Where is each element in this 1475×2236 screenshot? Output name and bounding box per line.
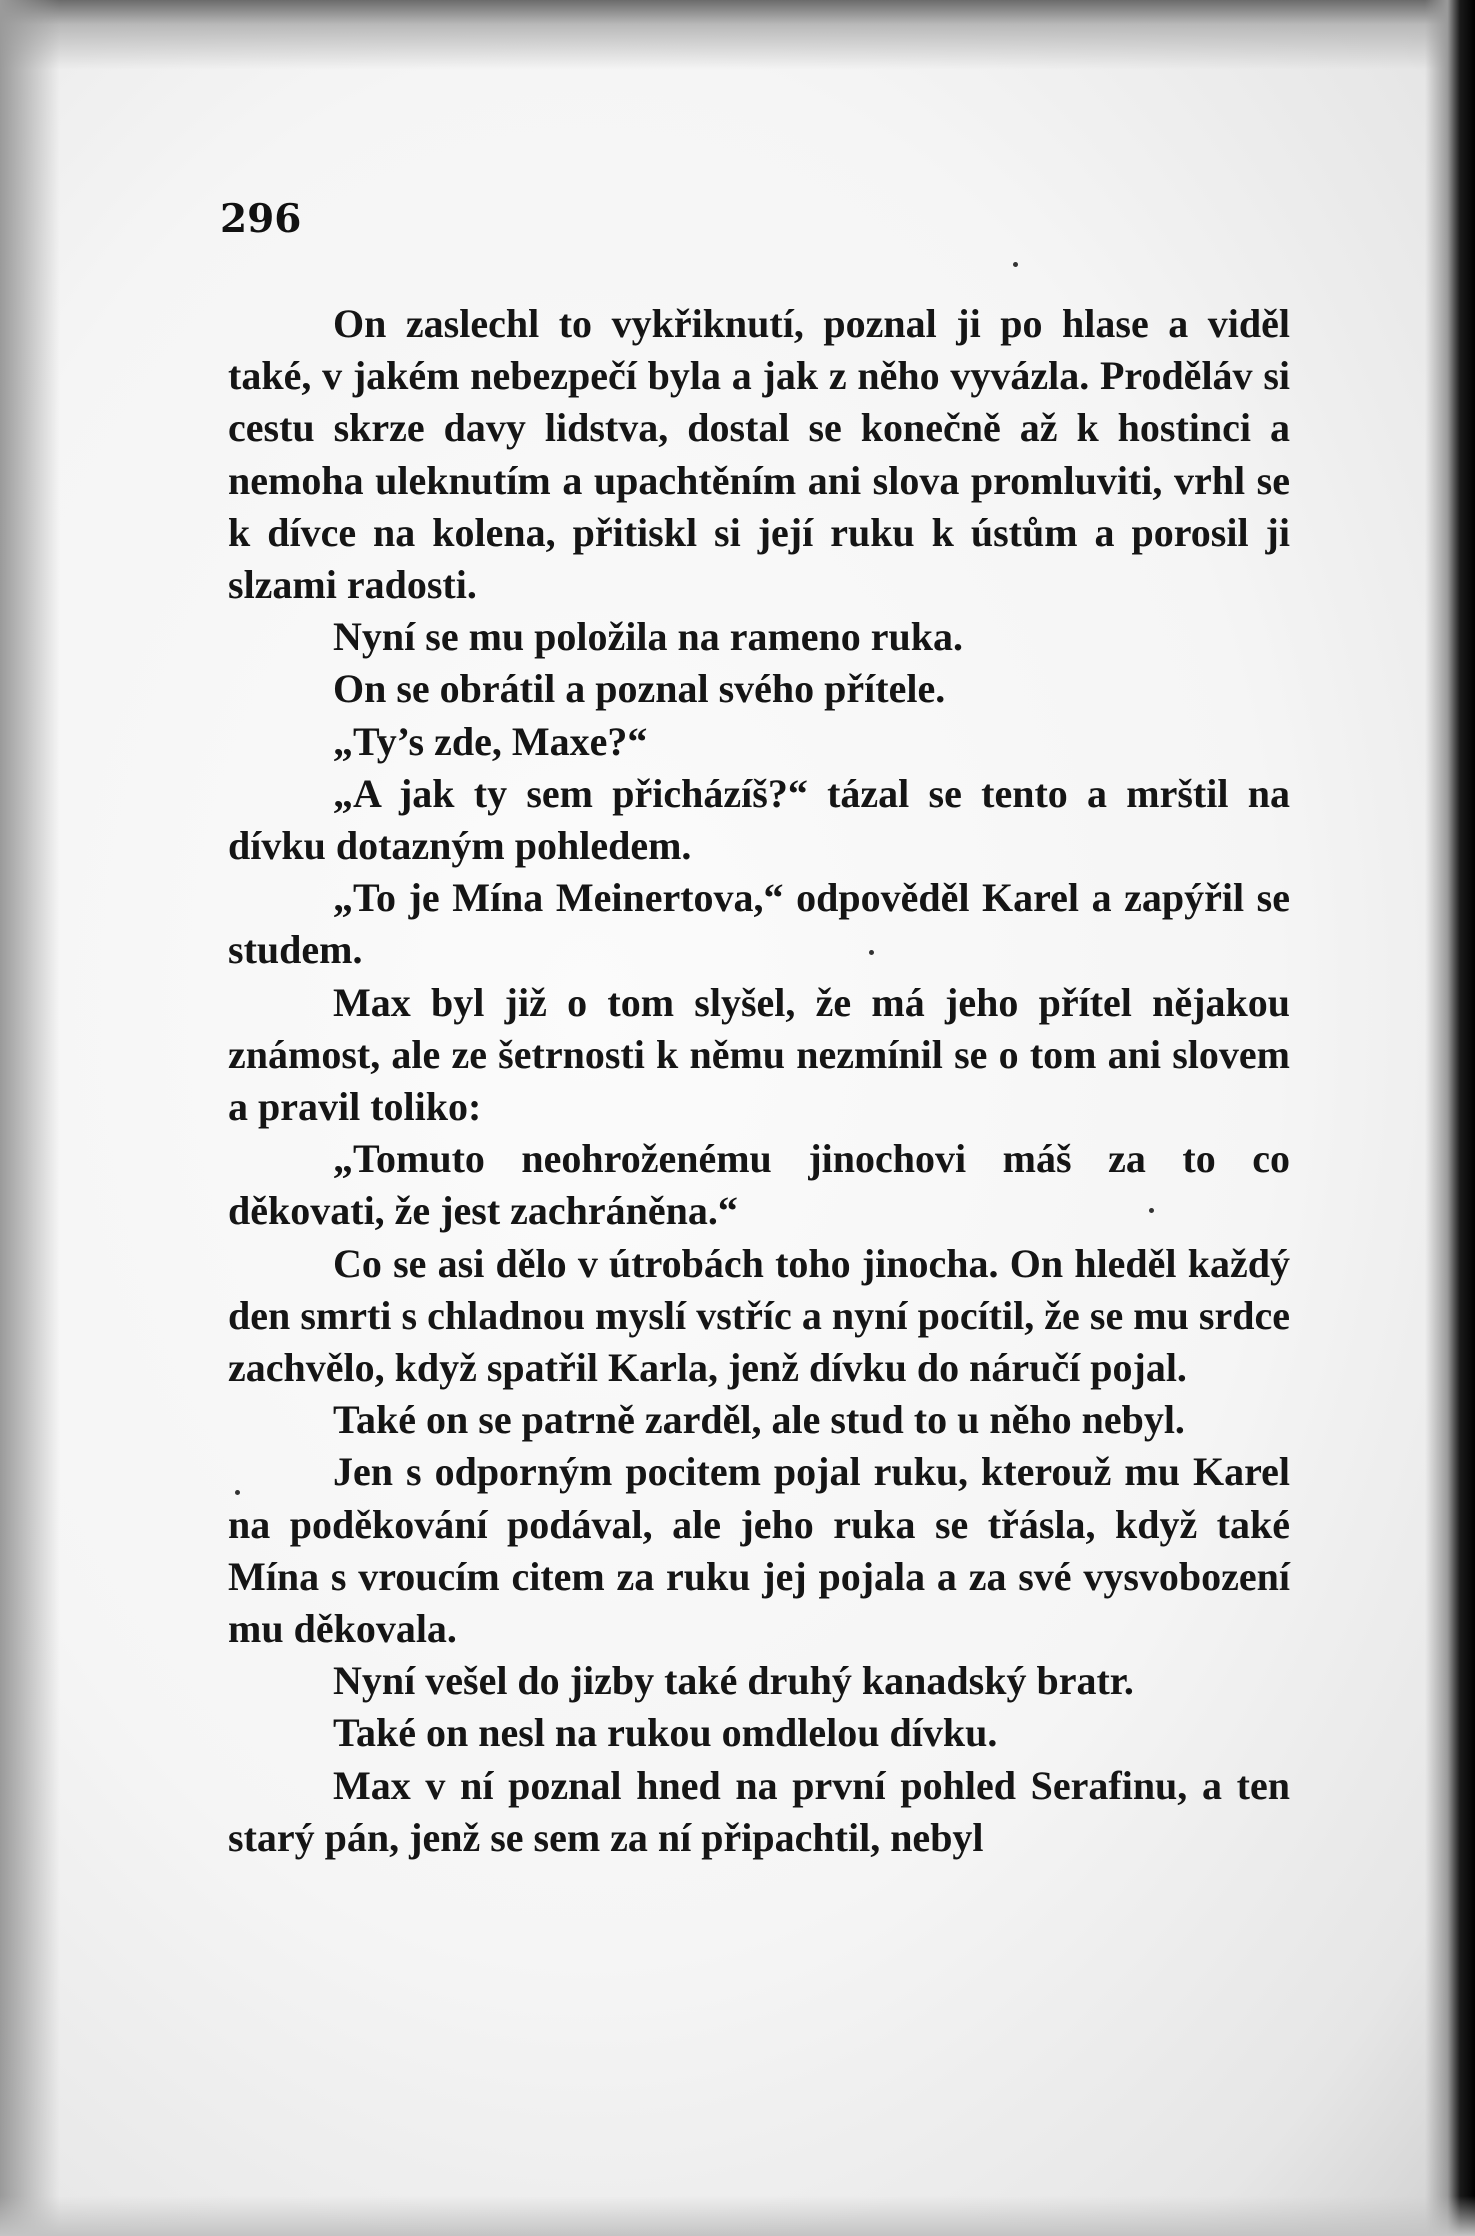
paragraph: Nyní se mu položila na rameno ruka. — [333, 614, 964, 660]
paragraph: „Tomuto neohroženému jinochovi máš za to co děkovati, že jest zachráněna.“ — [228, 1136, 1290, 1234]
paragraph: Co se asi dělo v útrobách toho jinocha. On hleděl každý den smrti s chladnou myslí vstříc a nyní pocítil, že se mu srdce zachvělo, když spatřil Karla, jenž dívku do náručí pojal. — [228, 1240, 1290, 1391]
paragraph: On se obrátil a poznal svého přítele. — [333, 666, 946, 712]
paragraph: Nyní vešel do jizby také druhý kanadský bratr. — [333, 1658, 1134, 1704]
paragraph: Také on se patrně zarděl, ale stud to u něho nebyl. — [333, 1397, 1185, 1443]
paragraph: On zaslechl to vykřiknutí, poznal ji po hlase a viděl také, v jakém nebezpečí byla a jak z něho vyvázla. Proděláv si cestu skrze davy lidstva, dostal se konečně až k hostinci a nemoha uleknutím a upachtěním ani slova promluviti, vrhl se k dívce na kolena, přitiskl si její ruku k ústům a porosil ji slzami radosti. — [228, 301, 1290, 608]
page-number: 296 — [220, 196, 302, 242]
page-edge-shadow-left — [0, 0, 60, 2236]
speck — [1013, 262, 1018, 267]
body-text — [228, 298, 1290, 1864]
page-edge-shadow-bottom — [0, 2196, 1475, 2236]
page-edge-shadow-top — [0, 0, 1475, 70]
page-edge-shadow-right — [1425, 0, 1475, 2236]
paragraph: „Ty’s zde, Maxe?“ — [333, 718, 648, 764]
paragraph: Jen s odporným pocitem pojal ruku, kterouž mu Karel na poděkování podával, ale jeho ruka se třásla, když také Mína s vroucím citem za ruku jej pojala a za své vysvobození mu děkovala. — [228, 1449, 1290, 1652]
paragraph: „A jak ty sem přicházíš?“ tázal se tento a mrštil na dívku dotazným pohledem. — [228, 770, 1290, 869]
paragraph: „To je Mína Meinertova,“ odpověděl Karel a zapýřil se studem. — [228, 875, 1290, 973]
paragraph: Max v ní poznal hned na první pohled Serafinu, a ten starý pán, jenž se sem za ní připachtil, nebyl — [228, 1762, 1290, 1860]
paragraph: Také on nesl na rukou omdlelou dívku. — [333, 1710, 998, 1756]
paragraph: Max byl již o tom slyšel, že má jeho přítel nějakou známost, ale ze šetrnosti k němu nezmínil se o tom ani slovem a pravil toliko: — [228, 979, 1290, 1130]
